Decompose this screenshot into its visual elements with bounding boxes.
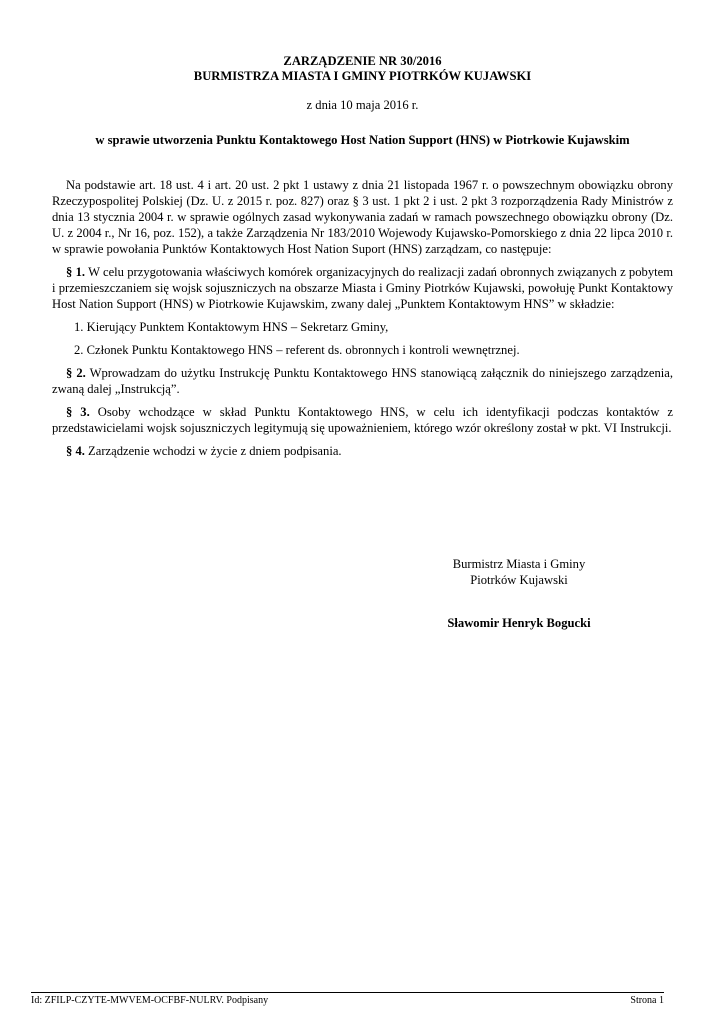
signer-name: Sławomir Henryk Bogucki [447, 616, 591, 630]
document-id: Id: ZFILP-CZYTE-MWVEM-OCFBF-NULRV. Podpisany [31, 995, 269, 1006]
paragraph-4 [52, 443, 673, 459]
paragraph-2 [52, 365, 673, 397]
paragraph-4-label: § 4. [66, 444, 85, 458]
document-body [52, 177, 673, 466]
signature-office-line-2: Piotrków Kujawski [470, 573, 568, 587]
document-title [52, 54, 673, 84]
page-number: Strona 1 [630, 995, 664, 1006]
footer-divider [31, 992, 664, 993]
paragraph-1 [52, 264, 673, 312]
document-subject: w sprawie utworzenia Punktu Kontaktowego Host Nation Support (HNS) w Piotrkowie Kujawskim [95, 133, 630, 147]
paragraph-4-text: Zarządzenie wchodzi w życie z dniem podpisania. [88, 444, 342, 458]
paragraph-1-text: W celu przygotowania właściwych komórek organizacyjnych do realizacji zadań obronnych związanych z pobytem i przemieszczaniem się wojsk sojuszniczych na obszarze Miasta i Gminy Piotrków Kujawski, powołuję Punkt Kontaktowy Host Nation Support (HNS) w Piotrkowie Kujawskim, zwany dalej „Punktem Kontaktowym HNS” w składzie: [52, 265, 674, 311]
paragraph-3 [52, 404, 673, 436]
paragraph-3-label: § 3. [66, 405, 90, 419]
signature-office [394, 556, 644, 588]
list-item: 1. Kierujący Punktem Kontaktowym HNS – Sekretarz Gminy, [74, 320, 389, 334]
signature-office-line-1: Burmistrz Miasta i Gminy [452, 557, 586, 571]
paragraph-3-text: Osoby wchodzące w skład Punktu Kontaktowego HNS, w celu ich identyfikacji podczas kontaktów z przedstawicielami wojsk sojuszniczych legitymują się upoważnieniem, którego wzór określony został w pkt. VI Instrukcji. [52, 405, 674, 435]
title-line-1: ZARZĄDZENIE NR 30/2016 [283, 54, 442, 68]
paragraph-2-label: § 2. [66, 366, 86, 380]
document-date: z dnia 10 maja 2016 r. [306, 98, 419, 112]
list-item: 2. Członek Punktu Kontaktowego HNS – referent ds. obronnych i kontroli wewnętrznej. [74, 343, 520, 357]
paragraph-1-label: § 1. [66, 265, 86, 279]
paragraph-2-text: Wprowadzam do użytku Instrukcję Punktu Kontaktowego HNS stanowiącą załącznik do niniejszego zarządzenia, zwaną dalej „Instrukcją”. [52, 366, 674, 396]
preamble: Na podstawie art. 18 ust. 4 i art. 20 ust. 2 pkt 1 ustawy z dnia 21 listopada 1967 r. o powszechnym obowiązku obrony Rzeczypospolitej Polskiej (Dz. U. z 2015 r. poz. 827) oraz § 3 ust. 1 pkt 2 i ust. 2 pkt 3 rozporządzenia Rady Ministrów z dnia 13 stycznia 2004 r. w sprawie ogólnych zasad wykonywania zadań w ramach powszechnego obowiązku obrony (Dz. U. z 2004 r., Nr 16, poz. 152), a także Zarządzenia Nr 183/2010 Wojewody Kujawsko-Pomorskiego z dnia 22 lipca 2010 r. w sprawie powołania Punktów Kontaktowych Host Nation Suport (HNS) zarządzam, co następuje: [52, 178, 673, 256]
title-line-2: BURMISTRZA MIASTA I GMINY PIOTRKÓW KUJAWSKI [193, 69, 532, 83]
